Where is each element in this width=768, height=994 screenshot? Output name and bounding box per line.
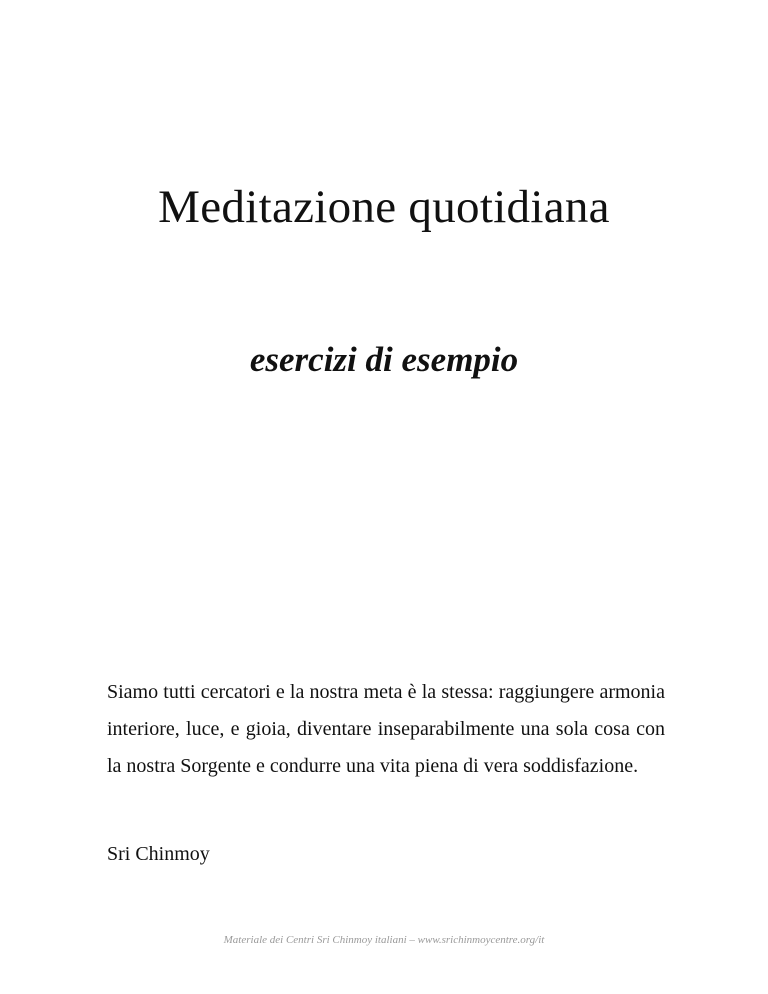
quote-paragraph: Siamo tutti cercatori e la nostra meta è la stessa: raggiungere armonia interiore, luce, e gioia, diventare inseparabilmente una sola cosa con la nostra Sorgente e condurre una vita piena di vera soddisfazione. [107,681,665,777]
document-subtitle: esercizi di esempio [249,340,519,379]
page-footer: Materiale dei Centri Sri Chinmoy italiani – www.srichinmoycentre.org/it [223,934,545,946]
document-title: Meditazione quotidiana [158,181,610,233]
quote-author: Sri Chinmoy [107,843,210,865]
